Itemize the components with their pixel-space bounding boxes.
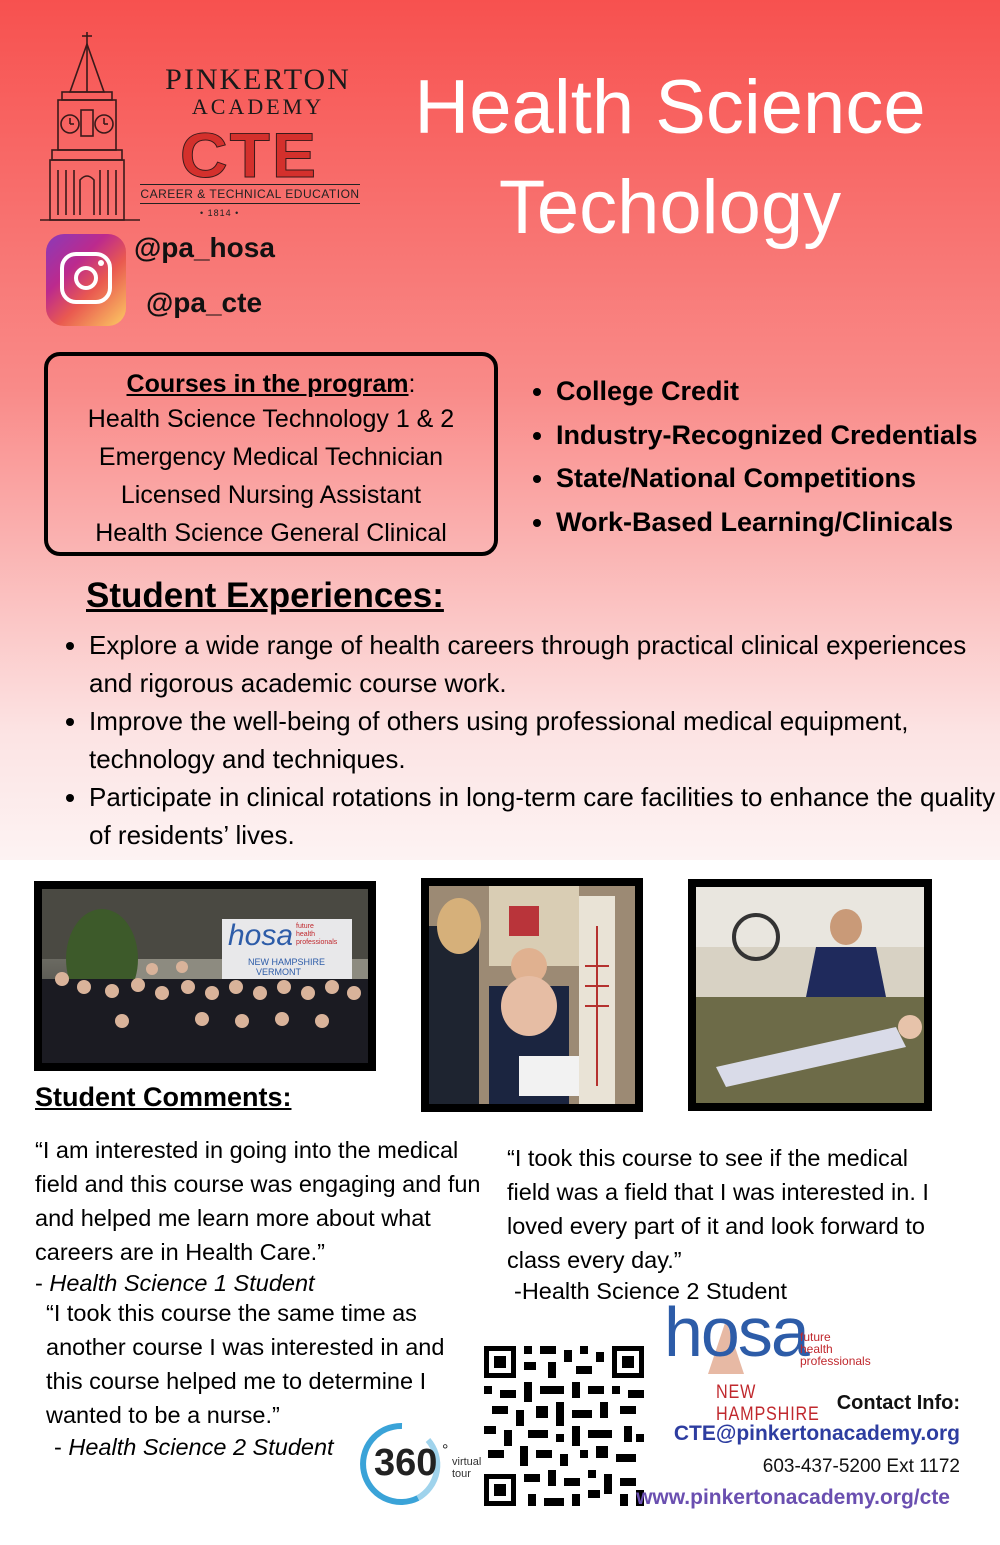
hosa-new-hampshire-logo: hosa future health professionals NEW HAMPSHIRE xyxy=(664,1293,871,1425)
logo-subtitle: CAREER & TECHNICAL EDUCATION xyxy=(140,184,360,204)
course-item: Emergency Medical Technician xyxy=(98,443,444,471)
feature-item: • Work-Based Learning/Clinicals xyxy=(556,501,978,545)
hosa-banner: hosa future health professionals NEW HAMPSHIRE VERMONT xyxy=(228,919,338,977)
course-item: Health Science General Clinical xyxy=(95,519,447,547)
feature-item: • Industry-Recognized Credentials xyxy=(556,414,978,458)
courses-box xyxy=(44,352,498,556)
contact-heading: Contact Info: xyxy=(836,1392,960,1414)
feature-item: • College Credit xyxy=(556,370,978,414)
instagram-icon[interactable] xyxy=(46,234,126,326)
cpr-practice-photo xyxy=(688,879,932,1111)
logo-cte-acronym: CTE xyxy=(180,119,318,191)
student-quote: “I am interested in going into the medical field and this course was engaging and fun and helped me learn more about what careers are in Health Care.” xyxy=(35,1137,481,1265)
comments-heading: Student Comments: xyxy=(35,1082,292,1112)
title-line2: Techology xyxy=(498,165,842,250)
manikin-photo-image xyxy=(429,886,635,1104)
page-title xyxy=(380,58,960,258)
pinkerton-cte-logo xyxy=(40,30,370,225)
logo-year: • 1814 • xyxy=(200,208,240,218)
feature-item: • State/National Competitions xyxy=(556,457,978,501)
experience-item: • Improve the well-being of others using professional medical equipment, technology and techniques. xyxy=(89,702,1000,778)
qr-code-icon[interactable] xyxy=(484,1346,644,1506)
quote-attribution: - Health Science 2 Student xyxy=(54,1434,334,1460)
quote-attribution: -Health Science 2 Student xyxy=(514,1278,788,1304)
logo-name-line2: ACADEMY xyxy=(191,94,325,119)
website-link[interactable]: www.pinkertonacademy.org/cte xyxy=(636,1486,950,1509)
cpr-photo-image xyxy=(696,887,924,1103)
course-item: Licensed Nursing Assistant xyxy=(120,481,422,509)
program-features-list xyxy=(524,370,978,544)
student-quote: “I took this course the same time as another course I was interested in and this course helped me to determine I wanted to be a nurse.” xyxy=(46,1300,445,1428)
quote-attribution: - Health Science 1 Student xyxy=(35,1270,315,1296)
instagram-handle-hosa[interactable]: @pa_hosa xyxy=(134,232,275,263)
hosa-group-photo xyxy=(34,881,376,1071)
course-item: Health Science Technology 1 & 2 xyxy=(87,405,455,433)
courses-heading: Courses in the program: xyxy=(126,370,416,398)
instagram-handle-cte[interactable]: @pa_cte xyxy=(146,287,263,318)
virtual-tour-badge[interactable]: 360 ° virtual tour xyxy=(358,1420,482,1506)
student-quote: “I took this course to see if the medical field was a field that I was interested in. I loved every part of it and look forward to class every day.” xyxy=(507,1145,929,1273)
experience-item: • Participate in clinical rotations in long-term care facilities to enhance the quality of residents’ lives. xyxy=(89,778,1000,854)
manikin-practice-photo xyxy=(421,878,643,1112)
experience-item: • Explore a wide range of health careers through practical clinical experiences and rigorous academic course work. xyxy=(89,626,1000,702)
logo-name-line1: PINKERTON xyxy=(165,63,351,96)
experiences-heading: Student Experiences: xyxy=(86,576,444,615)
clock-tower-icon xyxy=(40,30,140,225)
experiences-list xyxy=(58,626,1000,854)
title-line1: Health Science xyxy=(414,65,926,150)
contact-email-link[interactable]: CTE@pinkertonacademy.org xyxy=(673,1422,960,1445)
contact-phone: 603-437-5200 Ext 1172 xyxy=(762,1456,960,1477)
